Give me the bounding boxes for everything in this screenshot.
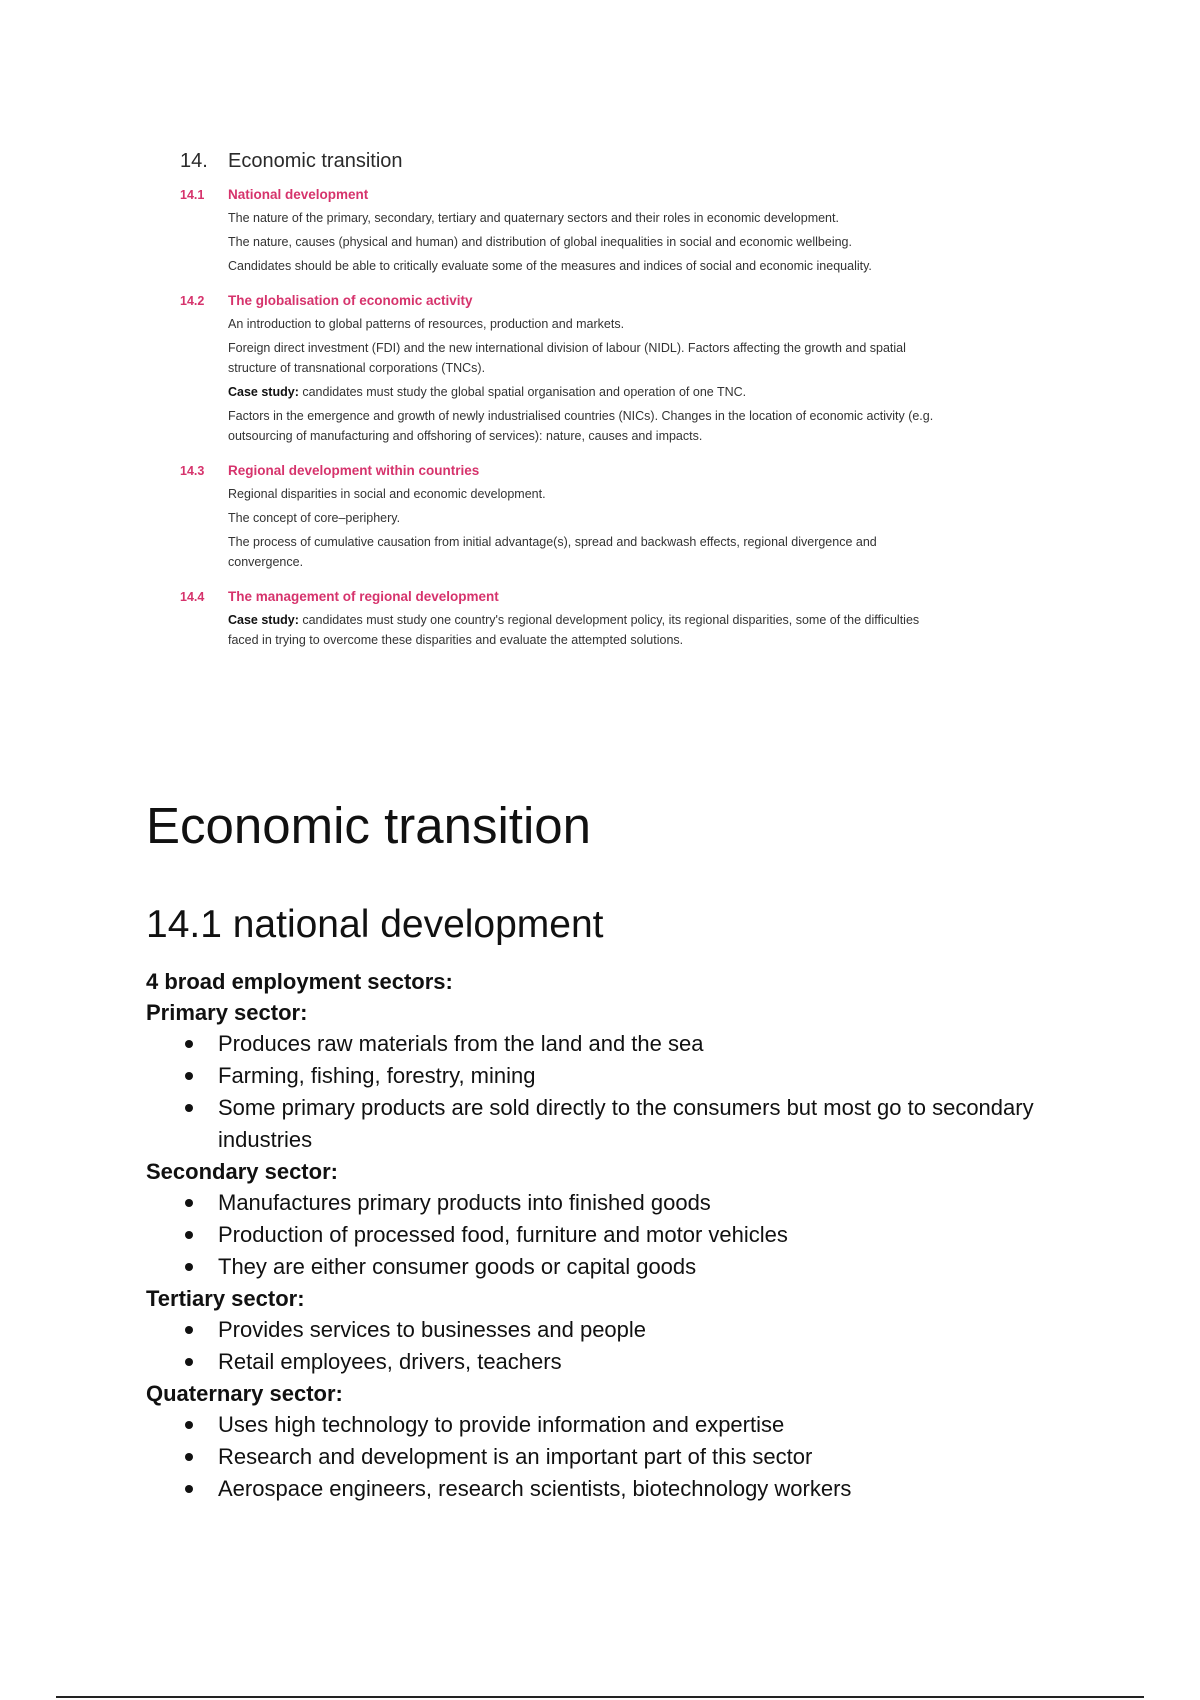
list-item: Research and development is an important part of this sector — [218, 1441, 1046, 1473]
syllabus-section-title: Regional development within countries — [228, 463, 480, 478]
syllabus-section — [180, 463, 940, 576]
section-heading: 14.1 national development — [146, 903, 604, 946]
syllabus-paragraph — [228, 610, 940, 650]
syllabus-heading — [180, 150, 940, 173]
sector-heading: Tertiary sector: — [146, 1286, 305, 1311]
syllabus-section-number: 14.1 — [180, 188, 205, 202]
syllabus-paragraph — [228, 314, 940, 334]
list-item: Manufactures primary products into finished goods — [218, 1187, 1046, 1219]
list-item: Some primary products are sold directly to the consumers but most go to secondary industries — [218, 1092, 1046, 1156]
notes — [146, 796, 1046, 1505]
syllabus-section-number: 14.2 — [180, 294, 205, 308]
syllabus-paragraph-text: candidates must study the global spatial organisation and operation of one TNC. — [298, 385, 747, 399]
list-item: Aerospace engineers, research scientists, biotechnology workers — [218, 1473, 1046, 1505]
syllabus-paragraph-text: The concept of core–periphery. — [228, 511, 401, 525]
syllabus-section-number: 14.4 — [180, 590, 205, 604]
list-item: Provides services to businesses and people — [218, 1314, 1046, 1346]
syllabus-excerpt — [180, 150, 940, 654]
syllabus-section — [180, 187, 940, 280]
sector-bullet-list — [146, 1028, 1046, 1156]
syllabus-paragraph — [228, 508, 940, 528]
syllabus-sections — [180, 187, 940, 654]
sector-bullet-list — [146, 1187, 1046, 1283]
page-bottom-rule — [56, 1696, 1144, 1698]
syllabus-paragraph-text: Foreign direct investment (FDI) and the new international division of labour (NIDL). Factors affecting the growth and spatial structure of transnational corporations (TNCs). — [228, 341, 906, 375]
sector-heading: Secondary sector: — [146, 1159, 338, 1184]
sector-bullet-list — [146, 1314, 1046, 1378]
syllabus-paragraph — [228, 406, 940, 446]
case-study-label: Case study: — [228, 385, 299, 399]
syllabus-paragraph-text: An introduction to global patterns of resources, production and markets. — [228, 317, 625, 331]
list-item: Farming, fishing, forestry, mining — [218, 1060, 1046, 1092]
syllabus-paragraph-text: The nature, causes (physical and human) and distribution of global inequalities in social and economic wellbeing. — [228, 235, 852, 249]
syllabus-section-title: The management of regional development — [228, 589, 499, 604]
syllabus-paragraph — [228, 232, 940, 252]
syllabus-section — [180, 589, 940, 654]
syllabus-paragraph-text: Factors in the emergence and growth of newly industrialised countries (NICs). Changes in the location of economic activity (e.g. outsourcing of manufacturing and offshoring of services): nature, causes and impacts. — [228, 409, 934, 443]
sector-list — [146, 997, 1046, 1505]
syllabus-number: 14. — [180, 150, 208, 172]
syllabus-paragraph — [228, 338, 940, 378]
case-study-label: Case study: — [228, 613, 299, 627]
syllabus-section-title: The globalisation of economic activity — [228, 293, 473, 308]
syllabus-paragraph — [228, 208, 940, 228]
syllabus-paragraph-text: The nature of the primary, secondary, tertiary and quaternary sectors and their roles in economic development. — [228, 211, 839, 225]
syllabus-paragraph — [228, 484, 940, 504]
syllabus-paragraph-text: Regional disparities in social and economic development. — [228, 487, 546, 501]
list-item: Produces raw materials from the land and the sea — [218, 1028, 1046, 1060]
syllabus-paragraph-text: candidates must study one country's regional development policy, its regional disparities, some of the difficulties faced in trying to overcome these disparities and evaluate the attempted solutions. — [228, 613, 920, 647]
syllabus-section-title: National development — [228, 187, 369, 202]
syllabus-paragraph-text: Candidates should be able to critically evaluate some of the measures and indices of social and economic inequality. — [228, 259, 872, 273]
syllabus-section-number: 14.3 — [180, 464, 205, 478]
syllabus-paragraph — [228, 382, 940, 402]
sector-heading: Primary sector: — [146, 1000, 308, 1025]
syllabus-paragraph — [228, 256, 940, 276]
document-title: Economic transition — [146, 797, 592, 854]
sector-heading: Quaternary sector: — [146, 1381, 343, 1406]
list-item: Uses high technology to provide information and expertise — [218, 1409, 1046, 1441]
list-item: They are either consumer goods or capital goods — [218, 1251, 1046, 1283]
syllabus-paragraph-text: The process of cumulative causation from initial advantage(s), spread and backwash effects, regional divergence and convergence. — [228, 535, 877, 569]
list-item: Retail employees, drivers, teachers — [218, 1346, 1046, 1378]
syllabus-paragraph — [228, 532, 940, 572]
sector-bullet-list — [146, 1409, 1046, 1505]
syllabus-title: Economic transition — [228, 150, 403, 172]
syllabus-section — [180, 293, 940, 450]
sectors-intro: 4 broad employment sectors: — [146, 969, 453, 994]
list-item: Production of processed food, furniture and motor vehicles — [218, 1219, 1046, 1251]
